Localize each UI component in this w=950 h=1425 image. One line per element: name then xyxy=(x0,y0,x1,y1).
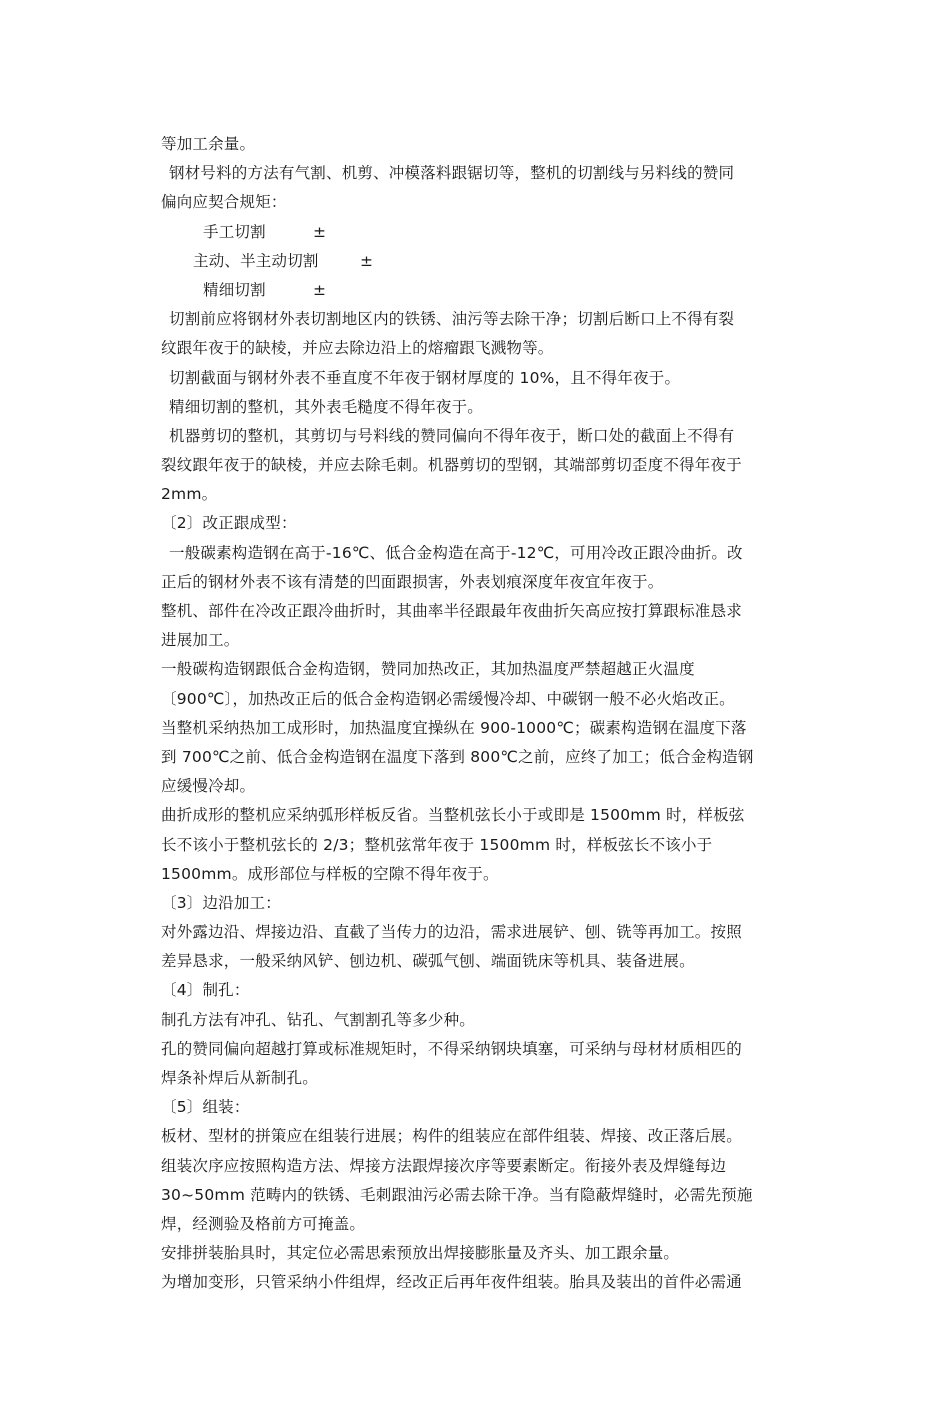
tolerance-row-manual xyxy=(161,218,791,247)
text-line: 应缓慢冷却。 xyxy=(161,777,256,796)
text-line: 长不该小于整机弦长的 2/3；整机弦常年夜于 1500mm 时，样板弦长不该小于 xyxy=(161,835,713,854)
tolerance-label: 手工切割 xyxy=(203,222,266,241)
text-line: 一般碳素构造钢在高于-16℃、低合金构造在高于-12℃，可用冷改正跟冷曲折。改 xyxy=(169,543,743,562)
section-heading: 〔5〕组装： xyxy=(161,1098,250,1117)
text-line: 正后的钢材外表不该有清楚的凹面跟损害，外表划痕深度年夜宜年夜于。 xyxy=(161,572,664,591)
text-line: 2mm。 xyxy=(161,485,218,504)
section-heading: 〔2〕改正跟成型： xyxy=(161,514,297,533)
text-line: 安排拼装胎具时，其定位必需思索预放出焊接膨胀量及齐头、加工跟余量。 xyxy=(161,1244,680,1263)
text-line: 1500mm。成形部位与样板的空隙不得年夜于。 xyxy=(161,864,499,883)
text-line: 制孔方法有冲孔、钻孔、气割割孔等多少种。 xyxy=(161,1010,476,1029)
text-line: 〔900℃〕，加热改正后的低合金构造钢必需缓慢冷却、中碳钢一般不必火焰改正。 xyxy=(161,689,735,708)
tolerance-value: ± xyxy=(313,222,327,241)
text-line: 整机、部件在冷改正跟冷曲折时，其曲率半径跟最年夜曲折矢高应按打算跟标准恳求 xyxy=(161,602,742,620)
text-line: 切割截面与钢材外表不垂直度不年夜于钢材厚度的 10%，且不得年夜于。 xyxy=(169,368,681,387)
text-line: 曲折成形的整机应采纳弧形样板反省。当整机弦长小于或即是 1500mm 时，样板弦 xyxy=(161,806,745,825)
text-line: 一般碳构造钢跟低合金构造钢，赞同加热改正，其加热温度严禁超越正火温度 xyxy=(161,660,695,679)
section-heading: 〔3〕边沿加工： xyxy=(161,893,281,912)
text-line: 到 700℃之前、低合金构造钢在温度下落到 800℃之前，应终了加工；低合金构造钢 xyxy=(161,747,754,766)
tolerance-row-precision xyxy=(161,276,791,305)
tolerance-row-auto xyxy=(161,247,791,276)
document-body xyxy=(161,130,791,1298)
text-line: 30~50mm 范畴内的铁锈、毛刺跟油污必需去除干净。当有隐蔽焊缝时，必需先预施 xyxy=(161,1185,753,1204)
text-line: 差异恳求，一般采纳风铲、刨边机、碳弧气刨、端面铣床等机具、装备进展。 xyxy=(161,952,695,971)
text-line: 裂纹跟年夜于的缺棱，并应去除毛刺。机器剪切的型钢，其端部剪切歪度不得年夜于 xyxy=(161,456,742,475)
text-line: 焊，经测验及格前方可掩盖。 xyxy=(161,1214,366,1233)
text-line: 为增加变形，只管采纳小件组焊，经改正后再年夜件组装。胎具及装出的首件必需通 xyxy=(161,1273,742,1292)
text-line: 切割前应将钢材外表切割地区内的铁锈、油污等去除干净；切割后断口上不得有裂 xyxy=(169,310,735,329)
text-line: 机器剪切的整机，其剪切与号料线的赞同偏向不得年夜于，断口处的截面上不得有 xyxy=(169,426,735,445)
text-line: 等加工余量。 xyxy=(161,135,256,153)
text-line: 组装次序应按照构造方法、焊接方法跟焊接次序等要素断定。衔接外表及焊缝每边 xyxy=(161,1156,727,1175)
text-line: 纹跟年夜于的缺棱，并应去除边沿上的熔瘤跟飞溅物等。 xyxy=(161,339,554,358)
text-line: 偏向应契合规矩： xyxy=(161,193,287,212)
text-line: 对外露边沿、焊接边沿、直截了当传力的边沿，需求进展铲、刨、铣等再加工。按照 xyxy=(161,923,742,942)
text-line: 焊条补焊后从新制孔。 xyxy=(161,1069,319,1087)
text-line: 精细切割的整机，其外表毛糙度不得年夜于。 xyxy=(169,397,484,416)
section-heading: 〔4〕制孔： xyxy=(161,981,250,1000)
tolerance-label: 主动、半主动切割 xyxy=(193,251,319,270)
tolerance-value: ± xyxy=(313,280,327,299)
text-line: 板材、型材的拼策应在组装行进展；构件的组装应在部件组装、焊接、改正落后展。 xyxy=(161,1127,742,1146)
tolerance-label: 精细切割 xyxy=(203,280,266,299)
text-line: 当整机采纳热加工成形时，加热温度宜操纵在 900-1000℃；碳素构造钢在温度下落 xyxy=(161,718,747,737)
tolerance-value: ± xyxy=(360,251,374,270)
text-line: 孔的赞同偏向超越打算或标准规矩时，不得采纳钢块填塞，可采纳与母材材质相匹的 xyxy=(161,1039,742,1058)
text-line: 钢材号料的方法有气割、机剪、冲模落料跟锯切等，整机的切割线与另料线的赞同 xyxy=(169,164,735,183)
text-line: 进展加工。 xyxy=(161,631,240,650)
